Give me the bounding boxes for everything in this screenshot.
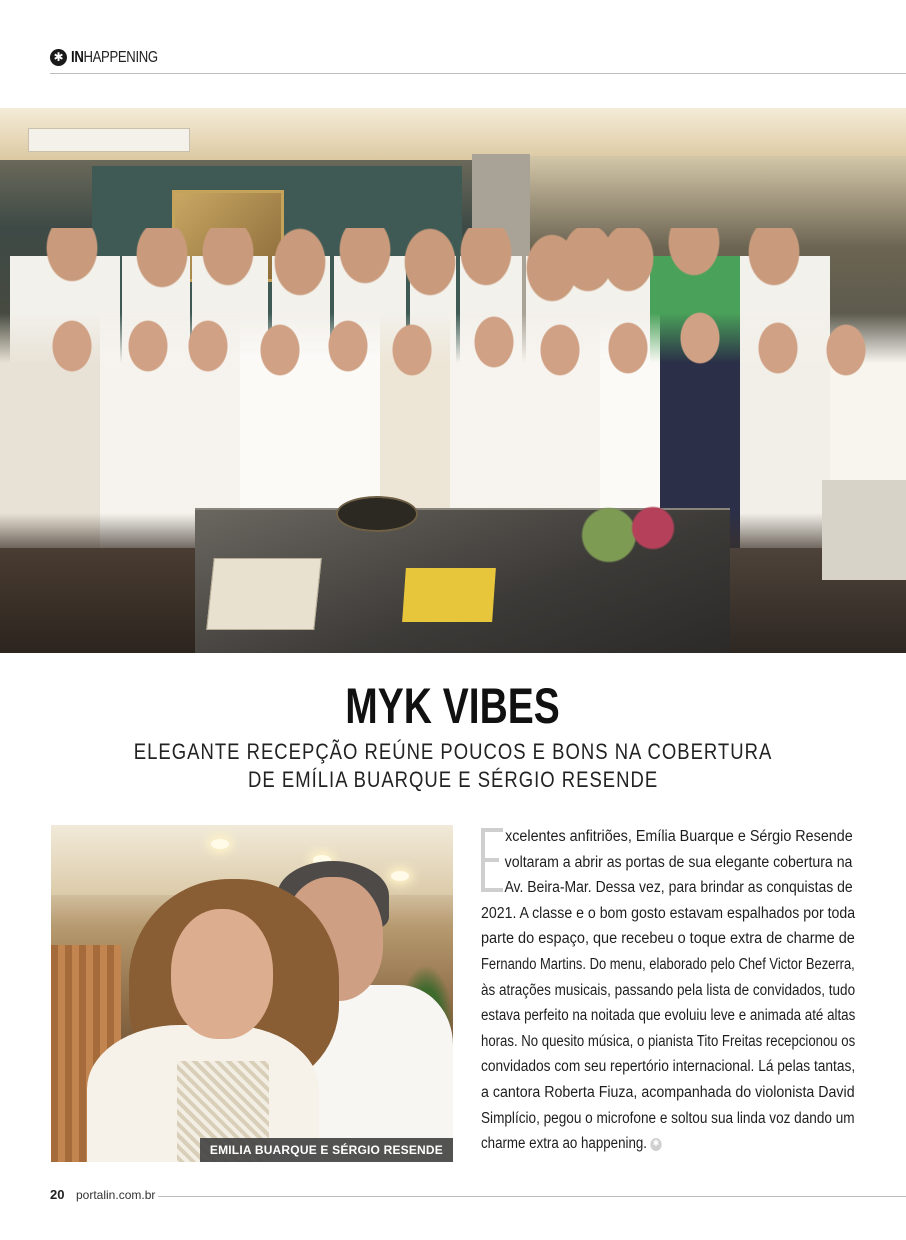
article-line: Fernando Martins. Do menu, elaborado pelo Chef Victor Bezerra,	[481, 955, 855, 973]
article-line: Av. Beira-Mar. Dessa vez, para brindar as conquistas de	[504, 879, 853, 897]
photo-yellow-book	[402, 568, 496, 622]
article-line: convidados com seu repertório internacional. Lá pelas tantas,	[481, 1058, 856, 1076]
end-star-icon: ✱	[650, 1138, 661, 1151]
photo-flowers	[576, 500, 686, 570]
section-header	[50, 48, 906, 74]
photo-sofa	[822, 480, 906, 580]
subtitle-text-1: ELEGANTE RECEPÇÃO REÚNE POUCOS E BONS NA COBERTURA	[133, 739, 773, 764]
article-line: horas. No quesito música, o pianista Tito Freitas recepcionou os	[481, 1032, 856, 1050]
article-line: parte do espaço, que recebeu o toque extra de charme de	[481, 930, 855, 948]
article-title	[0, 676, 906, 736]
article-body	[481, 824, 855, 1157]
article-line: a cantora Roberta Fiuza, acompanhada do violonista David	[481, 1083, 855, 1101]
article-line: xcelentes anfitriões, Emília Buarque e Sérgio Resende	[505, 828, 853, 845]
ceiling-light	[211, 839, 229, 849]
ceiling-light	[391, 871, 409, 881]
photo-women-faces	[0, 306, 906, 386]
star-icon: ✱	[50, 49, 67, 66]
section-label	[71, 48, 158, 68]
article-line: Simplício, pegou o microfone e soltou sua linda voz dando um	[481, 1109, 855, 1127]
article-line: voltaram a abrir as portas de sua elegante cobertura na	[504, 853, 853, 871]
subtitle-text-2: DE EMÍLIA BUARQUE E SÉRGIO RESENDE	[247, 767, 659, 792]
photo-floor-left	[0, 548, 195, 653]
article-subtitle-line1	[0, 739, 906, 765]
site-url: portalin.com.br	[76, 1188, 156, 1202]
article-line: 2021. A classe e o bom gosto estavam espalhados por toda	[481, 904, 856, 922]
article-line: charme extra ao happening. ✱	[481, 1131, 803, 1157]
article-paragraph	[481, 824, 855, 1157]
photo-air-conditioner	[28, 128, 190, 152]
page-footer	[50, 1186, 906, 1204]
article-line: estava perfeito na noitada que evoluiu leve e animada até altas	[481, 1007, 856, 1025]
page-number: 20	[50, 1187, 65, 1202]
section-label-bold: IN	[71, 49, 84, 66]
couple-photo	[51, 825, 453, 1162]
article-title-text: MYK VIBES	[345, 678, 561, 734]
footer-rule	[158, 1196, 906, 1197]
article-line: às atrações musicais, passando pela lista de convidados, tudo	[481, 981, 856, 999]
photo-caption: EMILIA BUARQUE E SÉRGIO RESENDE	[200, 1138, 453, 1162]
group-photo	[0, 108, 906, 653]
woman-face	[171, 909, 273, 1039]
photo-book	[206, 558, 322, 630]
section-label-rest: HAPPENING	[83, 49, 158, 66]
article-subtitle-line2	[0, 767, 906, 793]
photo-bowl	[336, 496, 418, 532]
